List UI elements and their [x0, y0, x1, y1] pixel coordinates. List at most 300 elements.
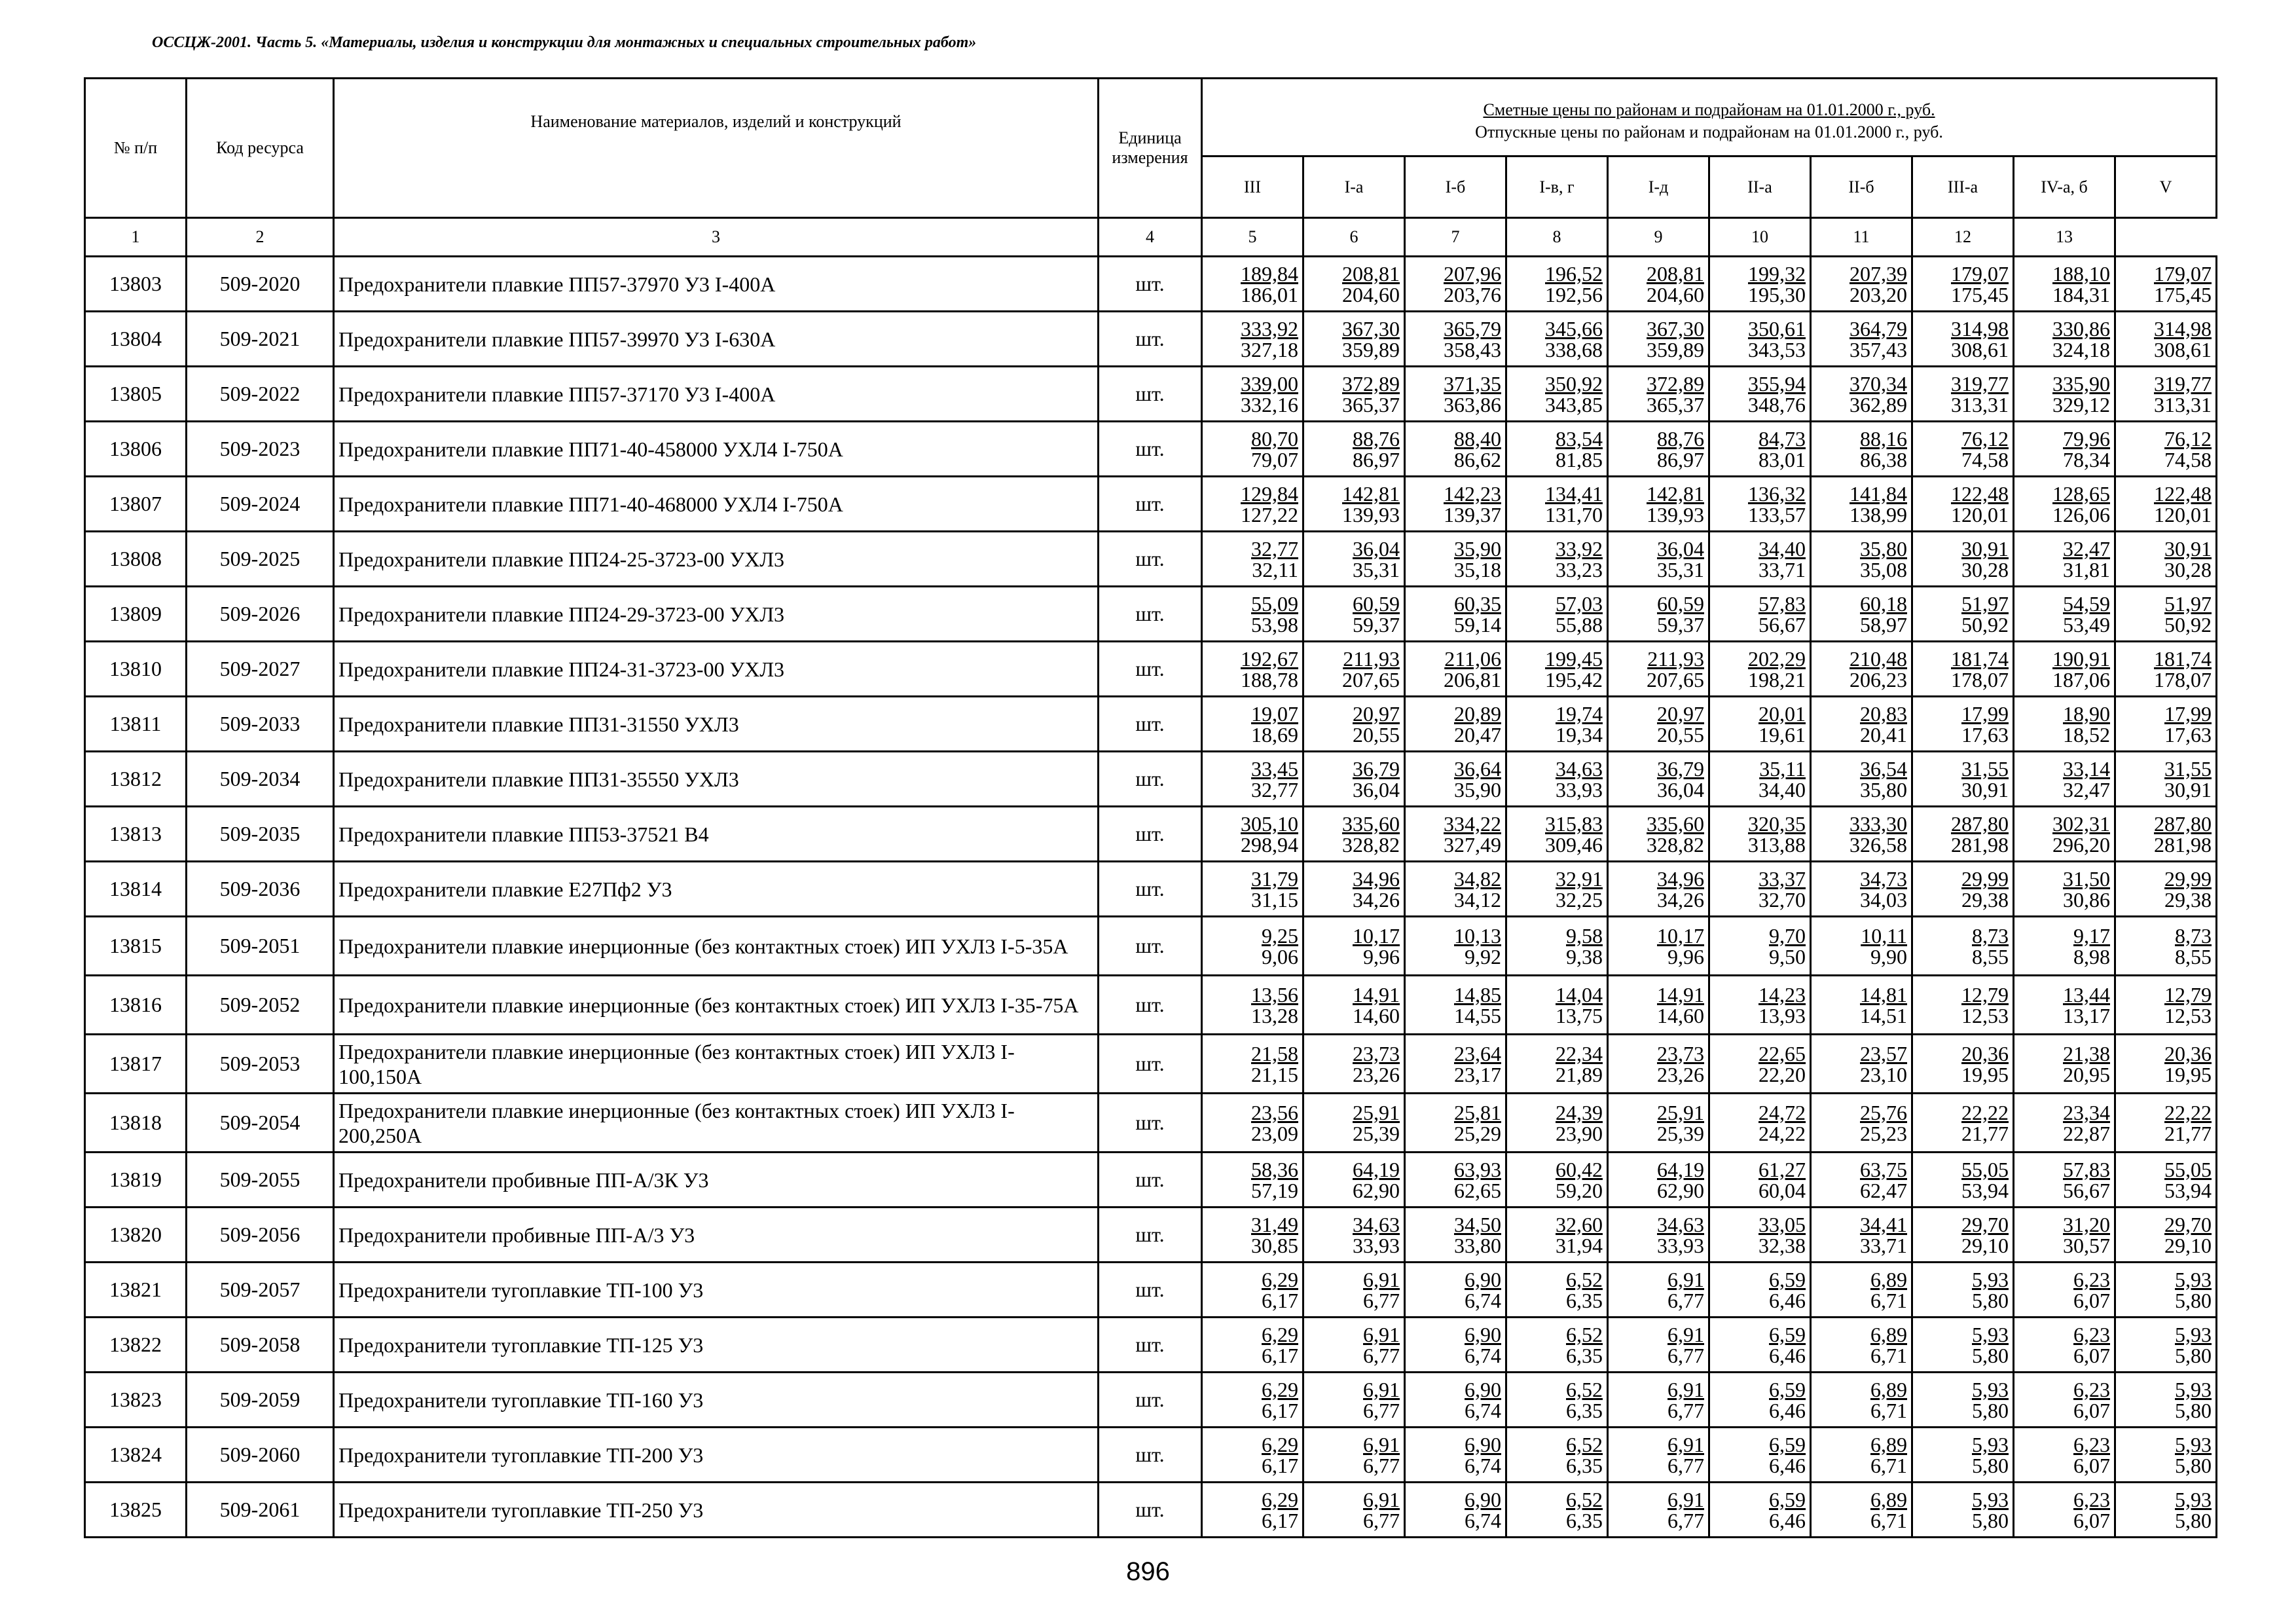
price-cell — [1811, 1263, 1912, 1318]
estimated-price: 8,73 — [1972, 923, 2009, 948]
row-number: 13809 — [85, 587, 187, 642]
row-number: 13824 — [85, 1428, 187, 1483]
price-cell — [1202, 367, 1303, 422]
estimated-price: 314,98 — [1951, 316, 2009, 341]
estimated-price: 34,40 — [1758, 536, 1806, 561]
release-price: 32,11 — [1252, 557, 1298, 581]
estimated-price: 31,55 — [2164, 756, 2212, 781]
price-cell — [1202, 312, 1303, 367]
table-row — [85, 697, 2217, 752]
price-cell — [1811, 1208, 1912, 1263]
estimated-price: 6,29 — [1262, 1322, 1298, 1346]
estimated-price: 57,83 — [1758, 591, 1806, 616]
table-row — [85, 532, 2217, 587]
unit: шт. — [1099, 1094, 1202, 1153]
release-price: 35,08 — [1860, 557, 1907, 581]
price-cell — [1202, 642, 1303, 697]
estimated-price: 6,52 — [1566, 1377, 1603, 1401]
price-cell — [1811, 752, 1912, 807]
release-price: 6,35 — [1566, 1398, 1603, 1422]
estimated-price: 88,40 — [1454, 426, 1501, 451]
estimated-price: 64,19 — [1353, 1157, 1400, 1181]
price-cell — [1506, 532, 1608, 587]
release-price: 29,38 — [1961, 887, 2009, 912]
table-row — [85, 367, 2217, 422]
material-name: Предохранители плавкие инерционные (без контактных стоек) ИП УХЛ3 I-200,250А — [334, 1094, 1099, 1153]
price-cell — [1202, 1153, 1303, 1208]
estimated-price: 129,84 — [1241, 481, 1298, 506]
estimated-price: 10,17 — [1353, 923, 1400, 948]
price-cell — [1608, 1035, 1709, 1094]
column-number: 11 — [1811, 218, 1912, 257]
column-number: 13 — [2014, 218, 2115, 257]
unit: шт. — [1099, 257, 1202, 312]
release-price: 6,74 — [1465, 1288, 1501, 1312]
release-price: 31,15 — [1251, 887, 1298, 912]
price-cell — [1811, 917, 1912, 976]
release-price: 23,90 — [1556, 1121, 1603, 1145]
row-number: 13811 — [85, 697, 187, 752]
estimated-price: 60,18 — [1860, 591, 1907, 616]
estimated-price: 6,52 — [1566, 1322, 1603, 1346]
release-price: 6,07 — [2073, 1288, 2110, 1312]
release-price: 9,38 — [1566, 944, 1603, 969]
table-row — [85, 422, 2217, 477]
material-name: Предохранители пробивные ПП-А/3К У3 — [334, 1153, 1099, 1208]
material-name: Предохранители тугоплавкие ТП-100 У3 — [334, 1263, 1099, 1318]
price-cell — [1303, 807, 1405, 862]
estimated-price: 365,79 — [1444, 316, 1501, 341]
release-price: 62,65 — [1454, 1178, 1501, 1202]
price-cell — [1506, 752, 1608, 807]
price-cell — [1202, 1428, 1303, 1483]
release-price: 20,55 — [1657, 722, 1704, 747]
estimated-price: 19,74 — [1556, 701, 1603, 726]
estimated-price: 333,92 — [1241, 316, 1298, 341]
release-price: 23,10 — [1860, 1062, 1907, 1086]
estimated-price: 36,54 — [1860, 756, 1907, 781]
price-cell — [1608, 917, 1709, 976]
price-cell — [1811, 477, 1912, 532]
resource-code: 509-2056 — [187, 1208, 334, 1263]
release-price: 12,53 — [1961, 1003, 2009, 1027]
material-name: Предохранители плавкие ПП71-40-458000 УХЛ4 I-750А — [334, 422, 1099, 477]
price-cell — [2115, 1208, 2217, 1263]
price-cell — [1506, 1035, 1608, 1094]
estimated-price: 20,97 — [1657, 701, 1704, 726]
release-price: 57,19 — [1251, 1178, 1298, 1202]
price-cell — [1912, 312, 2014, 367]
price-cell — [1811, 1373, 1912, 1428]
estimated-price: 20,36 — [1961, 1041, 2009, 1065]
unit: шт. — [1099, 752, 1202, 807]
price-table — [84, 77, 2217, 1538]
price-cell — [1506, 587, 1608, 642]
region-header: I-д — [1608, 157, 1709, 218]
release-price: 50,92 — [1961, 612, 2009, 637]
price-cell — [1608, 312, 1709, 367]
estimated-price: 60,35 — [1454, 591, 1501, 616]
row-number: 13803 — [85, 257, 187, 312]
release-price: 56,67 — [1758, 612, 1806, 637]
estimated-price: 60,59 — [1657, 591, 1704, 616]
price-cell — [1303, 1035, 1405, 1094]
estimated-price: 6,23 — [2073, 1267, 2110, 1291]
release-price: 120,01 — [2154, 502, 2212, 526]
price-cell — [1506, 1263, 1608, 1318]
estimated-price: 35,80 — [1860, 536, 1907, 561]
release-price: 5,80 — [1972, 1453, 2009, 1477]
estimated-price: 6,23 — [2073, 1487, 2110, 1511]
release-price: 358,43 — [1444, 337, 1501, 361]
release-price: 309,46 — [1545, 832, 1603, 857]
estimated-price: 6,89 — [1870, 1377, 1907, 1401]
estimated-price: 34,73 — [1860, 866, 1907, 891]
estimated-price: 20,97 — [1353, 701, 1400, 726]
release-price: 192,56 — [1545, 282, 1603, 306]
price-cell — [1811, 312, 1912, 367]
row-number: 13819 — [85, 1153, 187, 1208]
estimated-price: 189,84 — [1241, 261, 1298, 286]
release-price: 126,06 — [2052, 502, 2110, 526]
unit: шт. — [1099, 367, 1202, 422]
release-price: 34,12 — [1454, 887, 1501, 912]
release-price: 8,55 — [2175, 944, 2212, 969]
row-number: 13813 — [85, 807, 187, 862]
estimated-price: 6,23 — [2073, 1377, 2110, 1401]
release-price: 23,26 — [1353, 1062, 1400, 1086]
release-price: 139,37 — [1444, 502, 1501, 526]
estimated-price: 9,25 — [1262, 923, 1298, 948]
table-row — [85, 1153, 2217, 1208]
release-price: 6,17 — [1262, 1343, 1298, 1367]
estimated-price: 60,42 — [1556, 1157, 1603, 1181]
estimated-price: 36,04 — [1353, 536, 1400, 561]
material-name: Предохранители плавкие инерционные (без контактных стоек) ИП УХЛ3 I-100,150А — [334, 1035, 1099, 1094]
resource-code: 509-2025 — [187, 532, 334, 587]
estimated-price: 6,89 — [1870, 1322, 1907, 1346]
release-price: 6,77 — [1363, 1453, 1400, 1477]
price-cell — [1709, 532, 1811, 587]
col-header-code: Код ресурса — [187, 79, 334, 218]
release-price: 6,35 — [1566, 1288, 1603, 1312]
estimated-price: 32,60 — [1556, 1212, 1603, 1236]
material-name: Предохранители тугоплавкие ТП-125 У3 — [334, 1318, 1099, 1373]
estimated-price: 10,11 — [1861, 923, 1907, 948]
price-cell — [1202, 807, 1303, 862]
price-cell — [1608, 862, 1709, 917]
release-price: 365,37 — [1647, 392, 1704, 416]
price-cell — [2014, 807, 2115, 862]
price-cell — [1912, 257, 2014, 312]
table-row — [85, 1035, 2217, 1094]
price-cell — [2014, 1094, 2115, 1153]
release-price: 6,77 — [1667, 1288, 1704, 1312]
row-number: 13808 — [85, 532, 187, 587]
release-price: 328,82 — [1647, 832, 1704, 857]
estimated-price: 6,90 — [1465, 1267, 1501, 1291]
resource-code: 509-2060 — [187, 1428, 334, 1483]
price-cell — [1912, 1035, 2014, 1094]
price-cell — [1303, 1483, 1405, 1538]
price-cell — [1303, 697, 1405, 752]
price-cell — [1709, 1318, 1811, 1373]
estimated-price: 61,27 — [1758, 1157, 1806, 1181]
estimated-price: 199,45 — [1545, 646, 1603, 671]
price-cell — [1811, 697, 1912, 752]
price-cell — [1405, 1428, 1506, 1483]
price-cell — [1202, 697, 1303, 752]
material-name: Предохранители пробивные ПП-А/3 У3 — [334, 1208, 1099, 1263]
price-cell — [2115, 532, 2217, 587]
release-price: 86,97 — [1353, 447, 1400, 471]
page-number: 896 — [1126, 1557, 1170, 1586]
table-row — [85, 587, 2217, 642]
price-cell — [1608, 1263, 1709, 1318]
col-header-prices — [1202, 79, 2217, 157]
price-cell — [1405, 1318, 1506, 1373]
estimated-price: 29,99 — [2164, 866, 2212, 891]
unit: шт. — [1099, 312, 1202, 367]
release-price: 362,89 — [1850, 392, 1907, 416]
price-cell — [1405, 1208, 1506, 1263]
estimated-price: 6,52 — [1566, 1267, 1603, 1291]
estimated-price: 6,59 — [1769, 1487, 1806, 1511]
price-cell — [2115, 1318, 2217, 1373]
price-cell — [1303, 1318, 1405, 1373]
release-price: 24,22 — [1758, 1121, 1806, 1145]
release-price: 22,20 — [1758, 1062, 1806, 1086]
row-number: 13810 — [85, 642, 187, 697]
estimated-price: 22,34 — [1556, 1041, 1603, 1065]
estimated-price: 287,80 — [1951, 811, 2009, 836]
estimated-price: 334,22 — [1444, 811, 1501, 836]
estimated-price: 210,48 — [1850, 646, 1907, 671]
estimated-price: 51,97 — [1961, 591, 2009, 616]
estimated-price: 55,05 — [2164, 1157, 2212, 1181]
region-header: III-а — [1912, 157, 2014, 218]
estimated-price: 367,30 — [1342, 316, 1400, 341]
row-number: 13820 — [85, 1208, 187, 1263]
material-name: Предохранители плавкие ПП24-31-3723-00 УХЛ3 — [334, 642, 1099, 697]
estimated-price: 34,63 — [1657, 1212, 1704, 1236]
price-cell — [1506, 1153, 1608, 1208]
estimated-price: 335,90 — [2052, 371, 2110, 396]
release-price: 30,86 — [2063, 887, 2110, 912]
estimated-price: 196,52 — [1545, 261, 1603, 286]
release-price: 20,55 — [1353, 722, 1400, 747]
table-row — [85, 807, 2217, 862]
estimated-price: 211,06 — [1444, 646, 1501, 671]
price-cell — [1608, 976, 1709, 1035]
price-cell — [1912, 697, 2014, 752]
release-price: 35,31 — [1657, 557, 1704, 581]
estimated-price: 5,93 — [2175, 1487, 2212, 1511]
material-name: Предохранители плавкие ПП31-35550 УХЛ3 — [334, 752, 1099, 807]
price-cell — [1303, 862, 1405, 917]
resource-code: 509-2053 — [187, 1035, 334, 1094]
release-price: 5,80 — [1972, 1398, 2009, 1422]
release-price: 19,34 — [1556, 722, 1603, 747]
release-price: 21,15 — [1251, 1062, 1298, 1086]
estimated-price: 17,99 — [1961, 701, 2009, 726]
release-price: 30,85 — [1251, 1233, 1298, 1257]
price-cell — [2115, 1263, 2217, 1318]
estimated-price: 23,34 — [2063, 1100, 2110, 1124]
estimated-price: 31,79 — [1251, 866, 1298, 891]
release-price: 62,90 — [1657, 1178, 1704, 1202]
estimated-price: 6,23 — [2073, 1322, 2110, 1346]
release-price: 308,61 — [1951, 337, 2009, 361]
row-number: 13812 — [85, 752, 187, 807]
estimated-price: 364,79 — [1850, 316, 1907, 341]
release-price: 55,88 — [1556, 612, 1603, 637]
release-price: 32,47 — [2063, 777, 2110, 802]
estimated-price: 350,61 — [1748, 316, 1806, 341]
estimated-price: 23,73 — [1353, 1041, 1400, 1065]
resource-code: 509-2058 — [187, 1318, 334, 1373]
price-cell — [1811, 1428, 1912, 1483]
estimated-price: 23,56 — [1251, 1100, 1298, 1124]
price-cell — [1506, 312, 1608, 367]
release-price: 5,80 — [1972, 1343, 2009, 1367]
material-name: Предохранители плавкие Е27Пф2 У3 — [334, 862, 1099, 917]
price-cell — [2014, 976, 2115, 1035]
release-price: 5,80 — [2175, 1453, 2212, 1477]
price-cell — [2014, 862, 2115, 917]
release-price: 343,85 — [1545, 392, 1603, 416]
resource-code: 509-2021 — [187, 312, 334, 367]
price-cell — [1709, 976, 1811, 1035]
price-cell — [2014, 1035, 2115, 1094]
price-cell — [2115, 257, 2217, 312]
price-cell — [2014, 477, 2115, 532]
price-cell — [2014, 917, 2115, 976]
resource-code: 509-2020 — [187, 257, 334, 312]
row-number: 13825 — [85, 1483, 187, 1538]
row-number: 13821 — [85, 1263, 187, 1318]
release-price: 36,04 — [1657, 777, 1704, 802]
release-price: 327,18 — [1241, 337, 1298, 361]
price-cell — [1202, 752, 1303, 807]
row-number: 13815 — [85, 917, 187, 976]
release-price: 6,17 — [1262, 1453, 1298, 1477]
release-price: 9,06 — [1262, 944, 1298, 969]
price-cell — [2014, 642, 2115, 697]
unit: шт. — [1099, 1208, 1202, 1263]
price-cell — [1608, 1094, 1709, 1153]
estimated-price: 30,91 — [1961, 536, 2009, 561]
price-cell — [1202, 976, 1303, 1035]
estimated-price: 350,92 — [1545, 371, 1603, 396]
estimated-price: 14,91 — [1353, 982, 1400, 1006]
release-price: 332,16 — [1241, 392, 1298, 416]
price-cell — [1506, 1483, 1608, 1538]
estimated-price: 5,93 — [1972, 1487, 2009, 1511]
release-price: 33,93 — [1556, 777, 1603, 802]
estimated-price: 5,93 — [2175, 1267, 2212, 1291]
release-price: 81,85 — [1556, 447, 1603, 471]
price-cell — [1405, 1153, 1506, 1208]
unit: шт. — [1099, 697, 1202, 752]
price-cell — [2014, 697, 2115, 752]
release-price: 6,46 — [1769, 1508, 1806, 1532]
price-cell — [1405, 1263, 1506, 1318]
release-price: 36,04 — [1353, 777, 1400, 802]
estimated-price: 34,41 — [1860, 1212, 1907, 1236]
release-price: 6,77 — [1363, 1343, 1400, 1367]
estimated-price: 22,65 — [1758, 1041, 1806, 1065]
estimated-price: 6,91 — [1363, 1377, 1400, 1401]
price-cell — [1202, 1208, 1303, 1263]
estimated-price: 55,05 — [1961, 1157, 2009, 1181]
estimated-price: 23,57 — [1860, 1041, 1907, 1065]
price-cell — [1303, 532, 1405, 587]
release-price: 139,93 — [1342, 502, 1400, 526]
estimated-price: 33,45 — [1251, 756, 1298, 781]
estimated-price: 339,00 — [1241, 371, 1298, 396]
estimated-price: 6,59 — [1769, 1432, 1806, 1456]
column-number: 4 — [1099, 218, 1202, 257]
column-number: 12 — [1912, 218, 2014, 257]
release-price: 203,20 — [1850, 282, 1907, 306]
resource-code: 509-2024 — [187, 477, 334, 532]
release-price: 131,70 — [1545, 502, 1603, 526]
price-cell — [1608, 1483, 1709, 1538]
price-cell — [1202, 1483, 1303, 1538]
price-cell — [1709, 1153, 1811, 1208]
price-cell — [2115, 587, 2217, 642]
estimated-price: 12,79 — [1961, 982, 2009, 1006]
unit: шт. — [1099, 1483, 1202, 1538]
estimated-price: 134,41 — [1545, 481, 1603, 506]
estimated-price: 302,31 — [2052, 811, 2110, 836]
release-price: 12,53 — [2164, 1003, 2212, 1027]
release-price: 20,95 — [2063, 1062, 2110, 1086]
estimated-price: 287,80 — [2154, 811, 2212, 836]
release-price: 20,47 — [1454, 722, 1501, 747]
release-price: 30,28 — [2164, 557, 2212, 581]
estimated-price: 25,91 — [1657, 1100, 1704, 1124]
price-cell — [1912, 1153, 2014, 1208]
release-price: 6,77 — [1363, 1508, 1400, 1532]
price-cell — [1405, 1035, 1506, 1094]
column-number: 2 — [187, 218, 334, 257]
estimated-price: 128,65 — [2052, 481, 2110, 506]
release-price: 17,63 — [2164, 722, 2212, 747]
release-price: 186,01 — [1241, 282, 1298, 306]
resource-code: 509-2034 — [187, 752, 334, 807]
estimated-price: 202,29 — [1748, 646, 1806, 671]
resource-code: 509-2022 — [187, 367, 334, 422]
estimated-price: 6,89 — [1870, 1487, 1907, 1511]
release-price: 296,20 — [2052, 832, 2110, 857]
material-name: Предохранители плавкие ПП71-40-468000 УХЛ4 I-750А — [334, 477, 1099, 532]
price-cell — [1811, 1094, 1912, 1153]
release-price: 5,80 — [1972, 1288, 2009, 1312]
release-price: 6,07 — [2073, 1508, 2110, 1532]
price-cell — [2115, 862, 2217, 917]
estimated-price: 122,48 — [2154, 481, 2212, 506]
estimated-price: 211,93 — [1343, 646, 1400, 671]
price-cell — [1405, 532, 1506, 587]
release-price: 298,94 — [1241, 832, 1298, 857]
release-price: 308,61 — [2154, 337, 2212, 361]
price-cell — [1506, 976, 1608, 1035]
price-cell — [1202, 1263, 1303, 1318]
estimated-price: 30,91 — [2164, 536, 2212, 561]
price-cell — [1202, 1094, 1303, 1153]
